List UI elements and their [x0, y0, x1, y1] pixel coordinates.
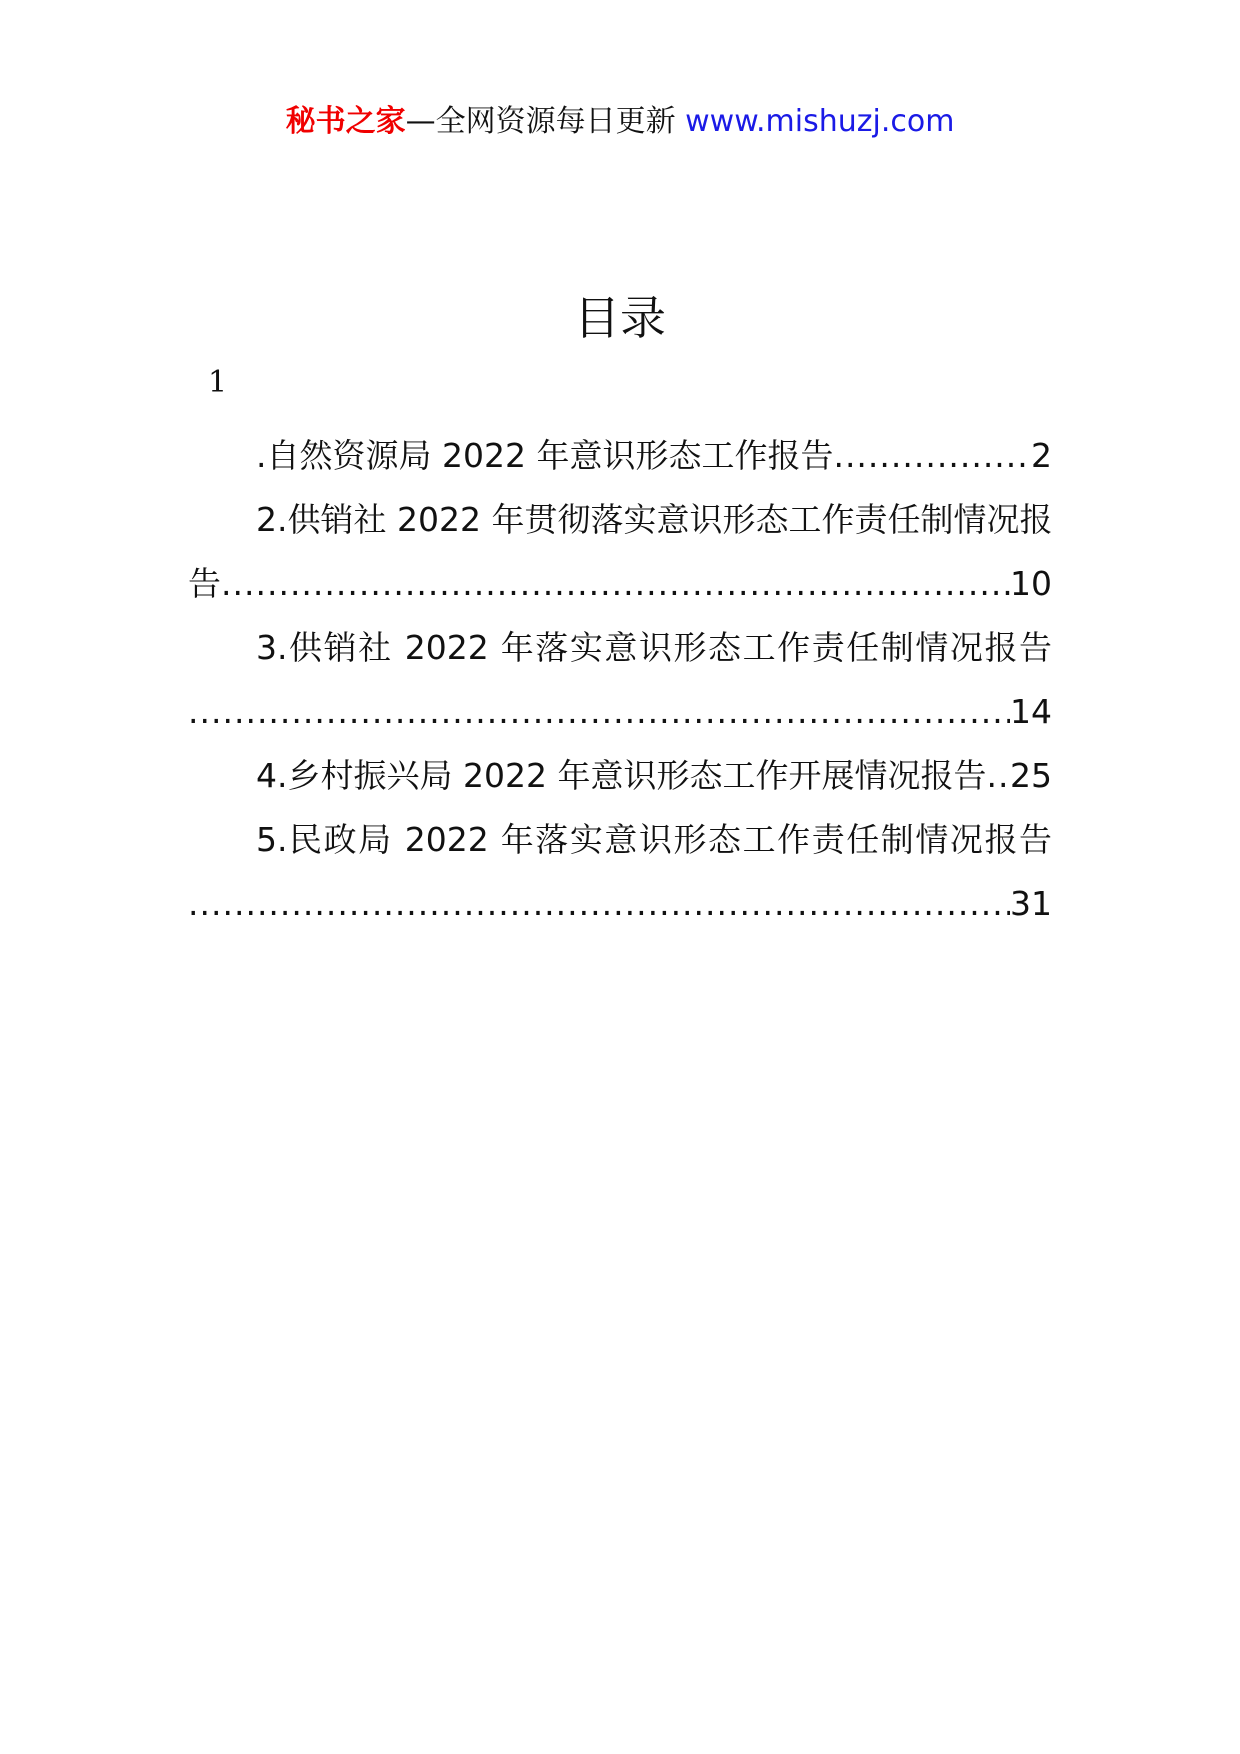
toc-entry — [188, 808, 1052, 872]
toc-entry — [188, 488, 1052, 552]
toc-entry-continuation — [188, 680, 1052, 744]
header-banner — [0, 100, 1240, 144]
toc-title: 目录 — [574, 291, 666, 345]
stray-list-number: 1 — [208, 365, 228, 400]
toc-entry-continuation — [188, 872, 1052, 936]
toc-entry-title: 3.供销社 2022 年落实意识形态工作责任制情况报告 — [256, 628, 1052, 667]
toc-dot-leader — [221, 552, 1010, 616]
toc-entry — [188, 616, 1052, 680]
toc-dot-leader — [188, 872, 1010, 936]
toc-entry — [188, 424, 1052, 488]
toc-entry-title: 4.乡村振兴局 2022 年意识形态工作开展情况报告 — [256, 756, 987, 795]
toc-dot-leader — [188, 680, 1010, 744]
toc-page-number: 10 — [1010, 564, 1052, 603]
toc-entry-continuation — [188, 552, 1052, 616]
toc-page-number: 2 — [1031, 436, 1052, 475]
banner-tagline: —全网资源每日更新 — [405, 104, 676, 139]
toc-entry-title: .自然资源局 2022 年意识形态工作报告 — [256, 436, 834, 475]
website-url: www.mishuzj.com — [685, 104, 955, 139]
toc-entry-title: 2.供销社 2022 年贯彻落实意识形态工作责任制情况报 — [256, 500, 1052, 539]
toc-page-number: 25 — [1010, 756, 1052, 795]
toc-entry-title-continued: 告 — [188, 564, 221, 603]
brand-name: 秘书之家 — [285, 104, 406, 139]
toc-page-number: 14 — [1010, 692, 1052, 731]
toc-page-number: 31 — [1010, 884, 1052, 923]
toc-entry — [188, 744, 1052, 808]
table-of-contents — [188, 424, 1052, 936]
toc-dot-leader — [986, 744, 1010, 808]
toc-entry-title: 5.民政局 2022 年落实意识形态工作责任制情况报告 — [256, 820, 1052, 859]
toc-dot-leader — [833, 424, 1031, 488]
